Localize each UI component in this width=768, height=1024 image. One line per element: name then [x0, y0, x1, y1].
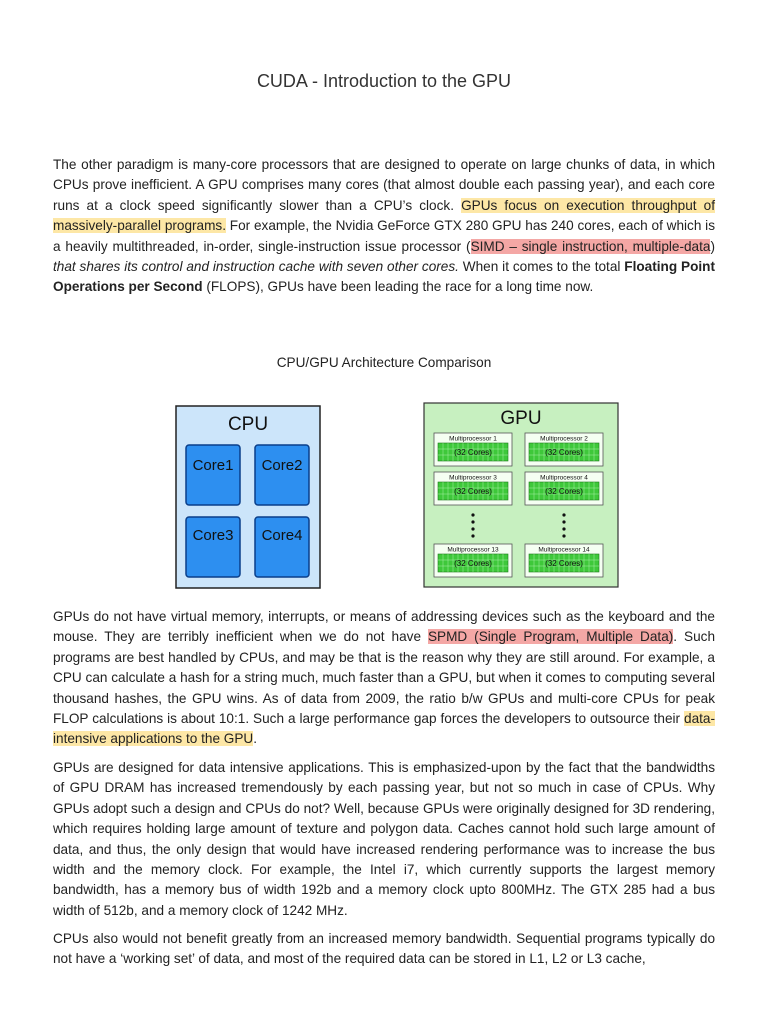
multiprocessor-name: Multiprocessor 2 [540, 435, 588, 443]
highlight-simd: SIMD – single instruction, multiple-data [470, 238, 711, 254]
cpu-gpu-diagram [170, 400, 590, 592]
cpu-core-4-label: Core4 [261, 527, 303, 544]
multiprocessor-cores: (32 Cores) [454, 559, 492, 568]
multiprocessor-name: Multiprocessor 3 [449, 474, 497, 482]
p1-text: For example, the Nvidia GeForce GTX 280 GPU has 240 cores, each of which is a heavily multithreaded, in-order, single-instruction issue processor ( [53, 218, 715, 254]
multiprocessor-name: Multiprocessor 4 [540, 474, 588, 482]
paragraph-4: CPUs also would not benefit greatly from an increased memory bandwidth. Sequential programs typically do not have a ‘working set’ of data, and most of the required data can be stored in L1, L2 or L3 cache, [53, 931, 715, 967]
multiprocessor-4 [525, 472, 603, 505]
cpu-core-4 [255, 517, 309, 577]
italic-shared-cache: that shares its control and instruction cache with seven other cores. [53, 259, 459, 275]
multiprocessor-cores: (32 Cores) [545, 487, 583, 496]
multiprocessor-2 [525, 433, 603, 466]
highlight-throughput: GPUs focus on execution throughput of massively-parallel programs. [53, 197, 715, 234]
cpu-label: CPU [227, 414, 269, 435]
p1-text: ) [710, 238, 715, 254]
cpu-core-2 [255, 445, 309, 505]
multiprocessor-3 [434, 472, 512, 505]
multiprocessor-13 [434, 544, 512, 577]
gpu-label: GPU [500, 408, 542, 429]
cpu-core-3 [186, 517, 240, 577]
highlight-spmd: SPMD (Single Program, Multiple Data) [427, 629, 674, 645]
page-title: CUDA - Introduction to the GPU [256, 71, 512, 91]
multiprocessor-cores: (32 Cores) [454, 487, 492, 496]
figure-caption: CPU/GPU Architecture Comparison [276, 355, 492, 370]
multiprocessor-cores: (32 Cores) [545, 448, 583, 457]
p1-text: The other paradigm is many-core processors that are designed to operate on large chunks of data, in which CPUs prove inefficient. A GPU comprises many cores (that almost double each passing year), and each core runs at a clock speed significantly slower than a CPU’s clock. [53, 157, 715, 213]
p2-text: . [253, 731, 258, 747]
multiprocessor-name: Multiprocessor 13 [447, 546, 499, 554]
highlight-data-intensive: data-intensive applications to the GPU [53, 711, 715, 747]
cpu-core-3-label: Core3 [192, 527, 234, 544]
multiprocessor-cores: (32 Cores) [545, 559, 583, 568]
p1-text: When it comes to the total [458, 259, 625, 275]
multiprocessor-name: Multiprocessor 14 [538, 546, 590, 554]
cpu-core-2-label: Core2 [261, 457, 303, 474]
paragraph-2 [53, 607, 715, 750]
p2-text: . Such programs are best handled by CPUs, and may be that is the reason why they are still around. For example, a CPU can calculate a hash for a string much, much faster than a GPU, but when it comes to computing several thousand hashes, the GPU wins. As of data from 2009, the ratio b/w GPUs and multi-core CPUs for peak FLOP calculations is about 10:1. Such a large performance gap forces the developers to outsource their [53, 629, 715, 727]
bold-flops: Floating Point Operations per Second [53, 259, 715, 295]
p2-text: GPUs do not have virtual memory, interrupts, or means of addressing devices such as the keyboard and the mouse. They are terribly inefficient when we do not have [53, 609, 715, 645]
cpu-core-1-label: Core1 [192, 457, 234, 474]
multiprocessor-14 [525, 544, 603, 577]
multiprocessor-1 [434, 433, 512, 466]
multiprocessor-cores: (32 Cores) [454, 448, 492, 457]
multiprocessor-name: Multiprocessor 1 [449, 435, 497, 443]
p1-text: (FLOPS), GPUs have been leading the race for a long time now. [202, 279, 594, 295]
paragraph-1 [53, 155, 715, 298]
paragraph-3: GPUs are designed for data intensive applications. This is emphasized-upon by the fact that the bandwidths of GPU DRAM has increased tremendously by each passing year, but not so much in case of CPUs. Why GPUs adopt such a design and CPUs do not? Well, because GPUs were originally designed for 3D rendering, which requires holding large amount of texture and polygon data. Caches cannot hold such large amount of data, and thus, the only design that would have increased rendering performance was to increase the bus width and the memory clock. For example, the Intel i7, which currently supports the largest memory bandwidth, has a memory bus of width 192b and a memory clock upto 800MHz. The GTX 285 had a bus width of 512b, and a memory clock of 1242 MHz. [53, 760, 715, 918]
cpu-core-1 [186, 445, 240, 505]
